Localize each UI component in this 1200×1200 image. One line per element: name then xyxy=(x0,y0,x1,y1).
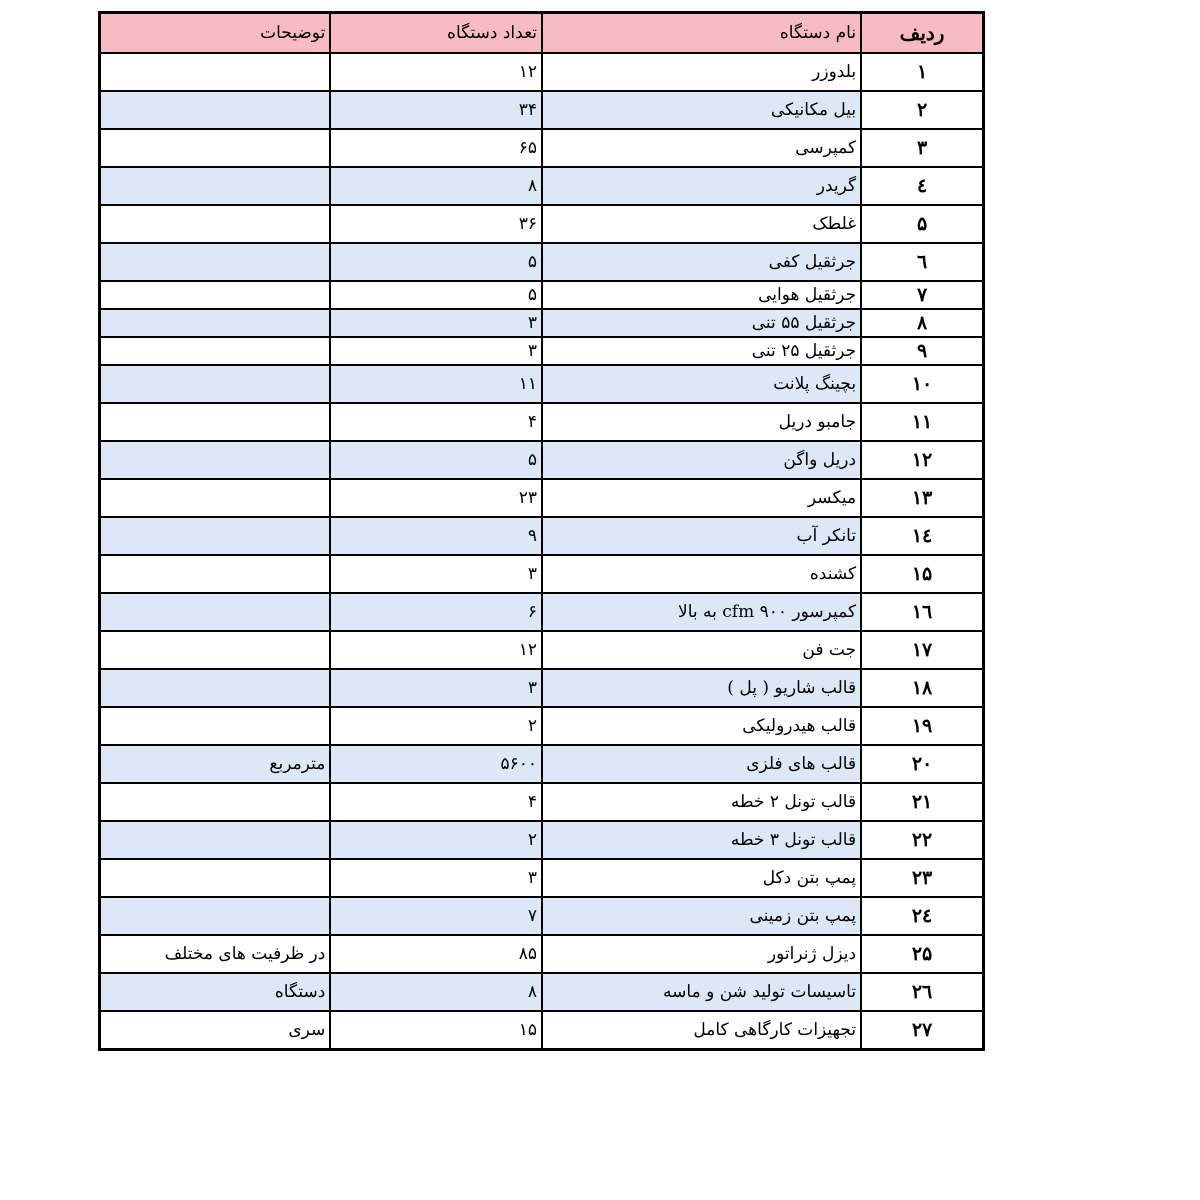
device-name: تانکر آب xyxy=(542,517,861,555)
table-row xyxy=(100,281,984,309)
device-count: ۱۱ xyxy=(330,365,542,403)
row-number: ۸ xyxy=(861,309,983,337)
device-notes xyxy=(100,479,331,517)
device-count: ۸ xyxy=(330,167,542,205)
device-count: ۳ xyxy=(330,669,542,707)
device-notes xyxy=(100,205,331,243)
device-notes xyxy=(100,403,331,441)
device-notes xyxy=(100,859,331,897)
device-count: ۲۳ xyxy=(330,479,542,517)
device-count: ۵ xyxy=(330,281,542,309)
header-device-name: نام دستگاه xyxy=(542,13,861,54)
row-number: ۱٦ xyxy=(861,593,983,631)
row-number: ۲۰ xyxy=(861,745,983,783)
table-row xyxy=(100,821,984,859)
device-count: ۸ xyxy=(330,973,542,1011)
device-notes xyxy=(100,707,331,745)
device-name: جرثقیل ۲۵ تنی xyxy=(542,337,861,365)
device-count: ۳ xyxy=(330,859,542,897)
row-number: ۱۵ xyxy=(861,555,983,593)
device-name: قالب های فلزی xyxy=(542,745,861,783)
device-notes xyxy=(100,309,331,337)
table-row xyxy=(100,745,984,783)
row-number: ۲۷ xyxy=(861,1011,983,1050)
row-number: ۲۵ xyxy=(861,935,983,973)
table-row xyxy=(100,555,984,593)
row-number: ۱۲ xyxy=(861,441,983,479)
device-count: ۱۵ xyxy=(330,1011,542,1050)
device-count: ۷ xyxy=(330,897,542,935)
device-name: جامبو دریل xyxy=(542,403,861,441)
table-row xyxy=(100,309,984,337)
device-notes xyxy=(100,631,331,669)
device-name: پمپ بتن زمینی xyxy=(542,897,861,935)
device-name: کمپرسور ۹۰۰ cfm به بالا xyxy=(542,593,861,631)
device-notes xyxy=(100,441,331,479)
row-number: ۲۲ xyxy=(861,821,983,859)
row-number: ٦ xyxy=(861,243,983,281)
device-name: غلطک xyxy=(542,205,861,243)
table-row xyxy=(100,129,984,167)
device-count: ۶۵ xyxy=(330,129,542,167)
device-name: قالب تونل ۲ خطه xyxy=(542,783,861,821)
row-number: ۱۹ xyxy=(861,707,983,745)
device-count: ۱۲ xyxy=(330,53,542,91)
row-number: ۱۸ xyxy=(861,669,983,707)
row-number: ۷ xyxy=(861,281,983,309)
table-row xyxy=(100,517,984,555)
header-notes: توضیحات xyxy=(100,13,331,54)
device-name: بچینگ پلانت xyxy=(542,365,861,403)
table-row xyxy=(100,403,984,441)
row-number: ۱۰ xyxy=(861,365,983,403)
device-notes xyxy=(100,365,331,403)
device-count: ۳۴ xyxy=(330,91,542,129)
table-row xyxy=(100,973,984,1011)
table-row xyxy=(100,707,984,745)
device-count: ۲ xyxy=(330,821,542,859)
row-number: ۲ xyxy=(861,91,983,129)
device-notes xyxy=(100,593,331,631)
table-row xyxy=(100,205,984,243)
device-notes xyxy=(100,555,331,593)
row-number: ۲٦ xyxy=(861,973,983,1011)
device-count: ۵ xyxy=(330,441,542,479)
table-row xyxy=(100,243,984,281)
device-notes xyxy=(100,53,331,91)
table-row xyxy=(100,167,984,205)
row-number: ۹ xyxy=(861,337,983,365)
table-header-row xyxy=(100,13,984,54)
row-number: ۲۳ xyxy=(861,859,983,897)
device-count: ۴ xyxy=(330,403,542,441)
device-notes xyxy=(100,783,331,821)
row-number: ۳ xyxy=(861,129,983,167)
table-row xyxy=(100,859,984,897)
device-notes: مترمربع xyxy=(100,745,331,783)
table-row xyxy=(100,897,984,935)
row-number: ۵ xyxy=(861,205,983,243)
device-name: جرثقیل کفی xyxy=(542,243,861,281)
device-notes xyxy=(100,243,331,281)
device-name: دیزل ژنراتور xyxy=(542,935,861,973)
device-count: ۵۶۰۰ xyxy=(330,745,542,783)
device-count: ۱۲ xyxy=(330,631,542,669)
device-name: قالب تونل ۳ خطه xyxy=(542,821,861,859)
device-count: ۸۵ xyxy=(330,935,542,973)
table-row xyxy=(100,91,984,129)
table-row xyxy=(100,53,984,91)
device-notes xyxy=(100,669,331,707)
row-number: ۱ xyxy=(861,53,983,91)
device-count: ۶ xyxy=(330,593,542,631)
device-count: ۵ xyxy=(330,243,542,281)
device-count: ۴ xyxy=(330,783,542,821)
equipment-table xyxy=(98,11,985,1051)
row-number: ٤ xyxy=(861,167,983,205)
table-row xyxy=(100,783,984,821)
row-number: ۱۷ xyxy=(861,631,983,669)
device-name: جرثقیل هوایی xyxy=(542,281,861,309)
device-notes xyxy=(100,167,331,205)
device-name: قالب هیدرولیکی xyxy=(542,707,861,745)
device-notes xyxy=(100,897,331,935)
device-name: پمپ بتن دکل xyxy=(542,859,861,897)
device-count: ۳ xyxy=(330,555,542,593)
device-name: تجهیزات کارگاهی کامل xyxy=(542,1011,861,1050)
device-name: قالب شاریو ( پل ) xyxy=(542,669,861,707)
device-notes: سری xyxy=(100,1011,331,1050)
device-name: بلدوزر xyxy=(542,53,861,91)
device-count: ۳ xyxy=(330,309,542,337)
device-name: گریدر xyxy=(542,167,861,205)
device-notes xyxy=(100,91,331,129)
device-count: ۳۶ xyxy=(330,205,542,243)
header-row-number: ردیف xyxy=(861,13,983,54)
table-row xyxy=(100,479,984,517)
device-notes xyxy=(100,821,331,859)
device-notes xyxy=(100,517,331,555)
row-number: ۱٤ xyxy=(861,517,983,555)
device-name: دریل واگن xyxy=(542,441,861,479)
device-notes: در ظرفیت های مختلف xyxy=(100,935,331,973)
table-row xyxy=(100,441,984,479)
header-device-count: تعداد دستگاه xyxy=(330,13,542,54)
table-row xyxy=(100,669,984,707)
device-name: جت فن xyxy=(542,631,861,669)
device-notes xyxy=(100,337,331,365)
device-name: میکسر xyxy=(542,479,861,517)
row-number: ۱۱ xyxy=(861,403,983,441)
table-row xyxy=(100,631,984,669)
device-count: ۹ xyxy=(330,517,542,555)
table-row xyxy=(100,935,984,973)
row-number: ۱۳ xyxy=(861,479,983,517)
device-count: ۳ xyxy=(330,337,542,365)
device-name: تاسیسات تولید شن و ماسه xyxy=(542,973,861,1011)
device-name: کشنده xyxy=(542,555,861,593)
device-name: کمپرسی xyxy=(542,129,861,167)
table-row xyxy=(100,593,984,631)
device-notes xyxy=(100,281,331,309)
row-number: ۲٤ xyxy=(861,897,983,935)
device-name: بیل مکانیکی xyxy=(542,91,861,129)
table-row xyxy=(100,1011,984,1050)
table-row xyxy=(100,365,984,403)
device-notes xyxy=(100,129,331,167)
table-row xyxy=(100,337,984,365)
row-number: ۲۱ xyxy=(861,783,983,821)
device-name: جرثقیل ۵۵ تنی xyxy=(542,309,861,337)
device-count: ۲ xyxy=(330,707,542,745)
device-notes: دستگاه xyxy=(100,973,331,1011)
